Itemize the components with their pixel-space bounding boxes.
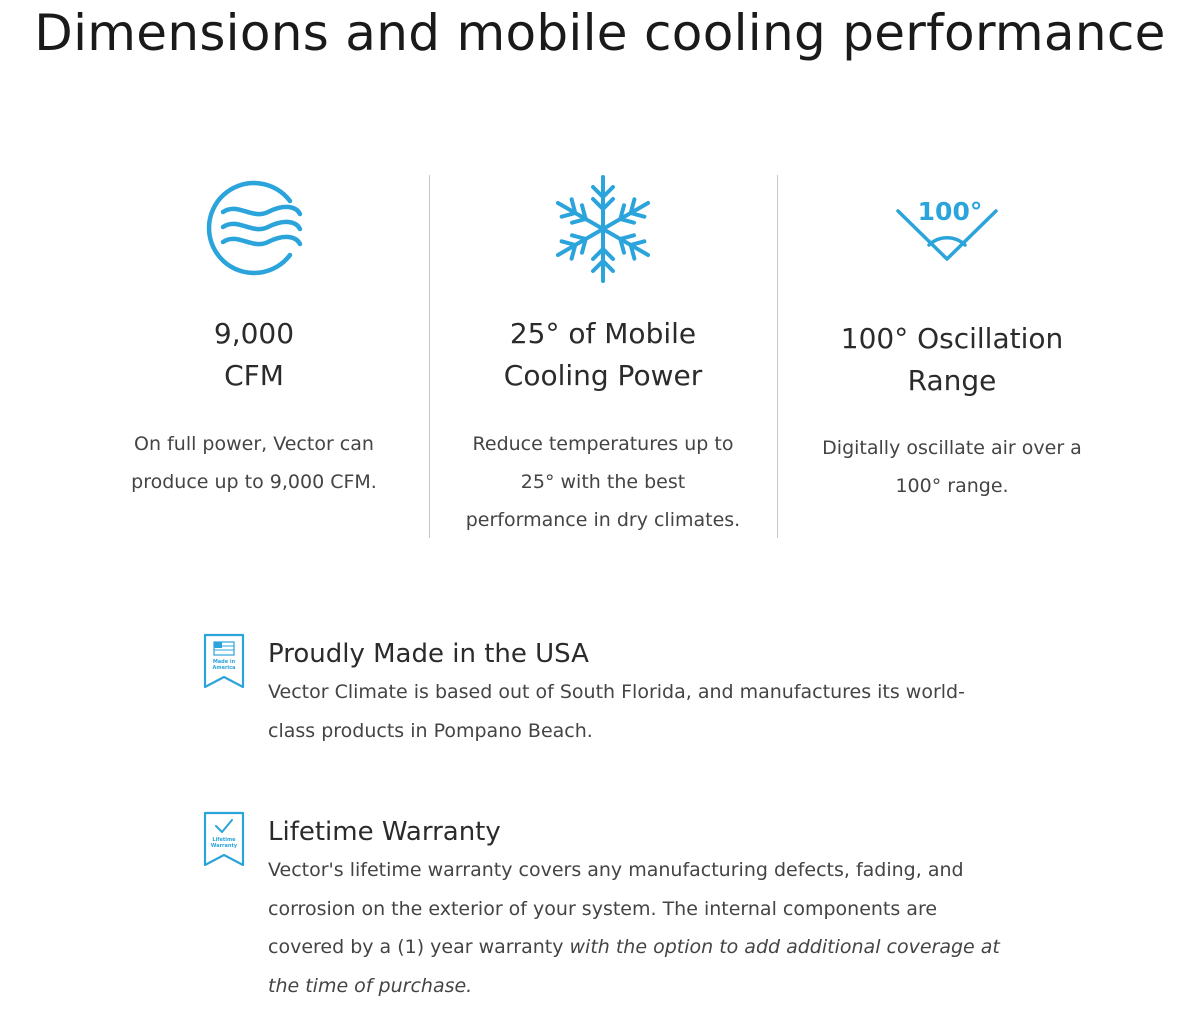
warranty-line-3: covered by a (1) year warranty with the option to add additional coverage at xyxy=(268,936,1000,958)
feature-columns xyxy=(80,175,1126,538)
oscillation-degree-label: 100° xyxy=(917,197,983,226)
warranty-line-4: the time of purchase. xyxy=(268,974,473,997)
feature-description: On full power, Vector can produce up to 9,000 CFM. xyxy=(131,433,377,493)
lifetime-warranty-ribbon-icon xyxy=(203,811,245,867)
feature-title: 9,000 CFM xyxy=(213,317,295,392)
made-in-america-ribbon-icon xyxy=(203,633,245,689)
feature-airflow xyxy=(80,175,428,538)
feature-oscillation xyxy=(778,175,1126,538)
feature-title: 100° Oscillation Range xyxy=(840,322,1064,397)
feature-description: Digitally oscillate air over a 100° range. xyxy=(822,437,1082,497)
badge-title: Lifetime Warranty xyxy=(268,817,501,847)
feature-title: 25° of Mobile Cooling Power xyxy=(503,317,703,392)
svg-text:America: America xyxy=(212,665,236,671)
svg-text:Made in: Made in xyxy=(212,659,236,665)
feature-description: Reduce temperatures up to 25° with the best performance in dry climates. xyxy=(465,433,741,531)
airflow-waves-icon xyxy=(80,175,428,285)
svg-text:Lifetime: Lifetime xyxy=(212,837,236,843)
badge-description: Vector Climate is based out of South Florida, and manufactures its world- class products in Pompano Beach. xyxy=(268,681,965,742)
badge-title: Proudly Made in the USA xyxy=(268,639,589,669)
feature-cooling xyxy=(429,175,777,538)
badge-description: Vector's lifetime warranty covers any manufacturing defects, fading, and corrosion on the exterior of your system. The internal components are covered by a (1) year warranty with the option to add additional coverage at the time of purchase. xyxy=(268,851,1028,1005)
snowflake-icon xyxy=(429,175,777,285)
page-title: Dimensions and mobile cooling performance xyxy=(34,4,1166,62)
svg-text:Warranty: Warranty xyxy=(210,843,238,849)
oscillation-angle-icon xyxy=(778,175,1126,285)
